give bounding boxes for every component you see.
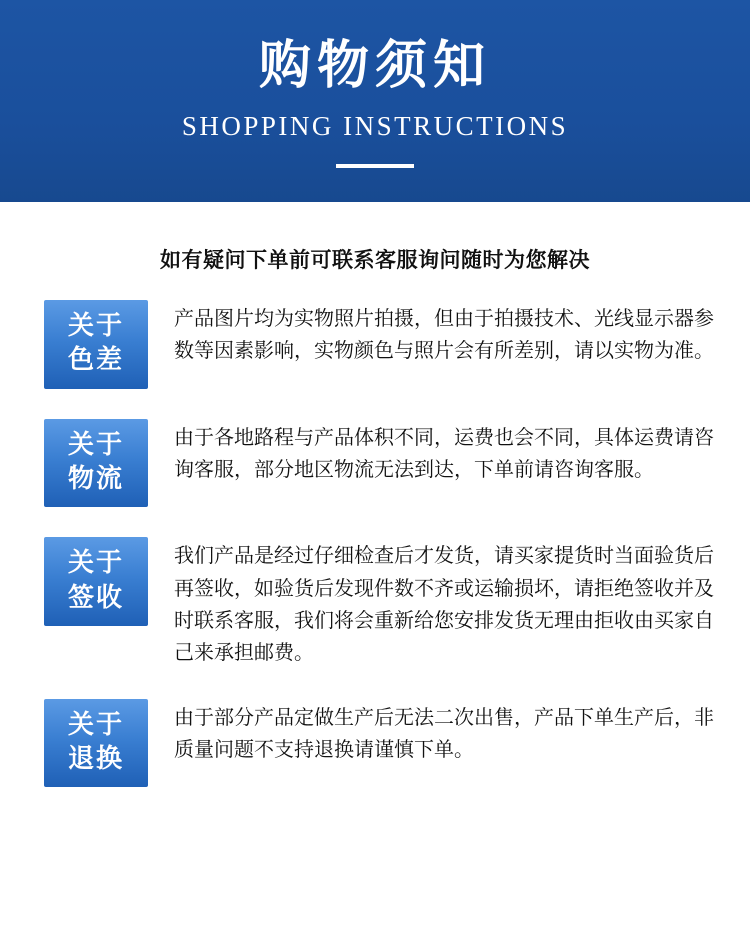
section-text-color-difference: 产品图片均为实物照片拍摄，但由于拍摄技术、光线显示器参数等因素影响，实物颜色与照片会有所差别，请以实物为准。 [174,306,714,363]
section-tag-returns [44,699,148,788]
tag-line-2: 色差 [67,345,124,376]
intro-text: 如有疑问下单前可联系客服询问随时为您解决 [160,248,590,272]
page-subtitle: SHOPPING INSTRUCTIONS [181,111,569,142]
page-header [0,0,750,202]
list-item [44,699,714,788]
section-tag-logistics [44,419,148,508]
tag-line-2: 签收 [67,582,124,613]
section-tag-receipt [44,537,148,626]
tag-line-2: 物流 [67,463,124,494]
tag-line-1: 关于 [67,429,124,460]
header-divider [336,164,414,168]
tag-line-1: 关于 [67,548,124,579]
tag-line-1: 关于 [67,311,124,341]
list-item [44,537,714,669]
list-item [44,300,714,389]
page-title: 购物须知 [258,36,491,96]
tag-line-1: 关于 [67,709,124,740]
instructions-list [0,300,750,787]
list-item [44,419,714,508]
section-text-logistics: 由于各地路程与产品体积不同，运费也会不同，具体运费请咨询客服，部分地区物流无法到达，下单前请咨询客服。 [174,424,714,482]
section-text-returns: 由于部分产品定做生产后无法二次出售，产品下单生产后，非质量问题不支持退换请谨慎下单。 [174,704,714,762]
section-text-receipt: 我们产品是经过仔细检查后才发货，请买家提货时当面验货后再签收，如验货后发现件数不齐或运输损坏，请拒绝签收并及时联系客服，我们将会重新给您安排发货无理由拒收由买家自己来承担邮费。 [174,543,714,665]
section-tag-color-difference [44,300,148,389]
tag-line-2: 退换 [67,744,124,775]
